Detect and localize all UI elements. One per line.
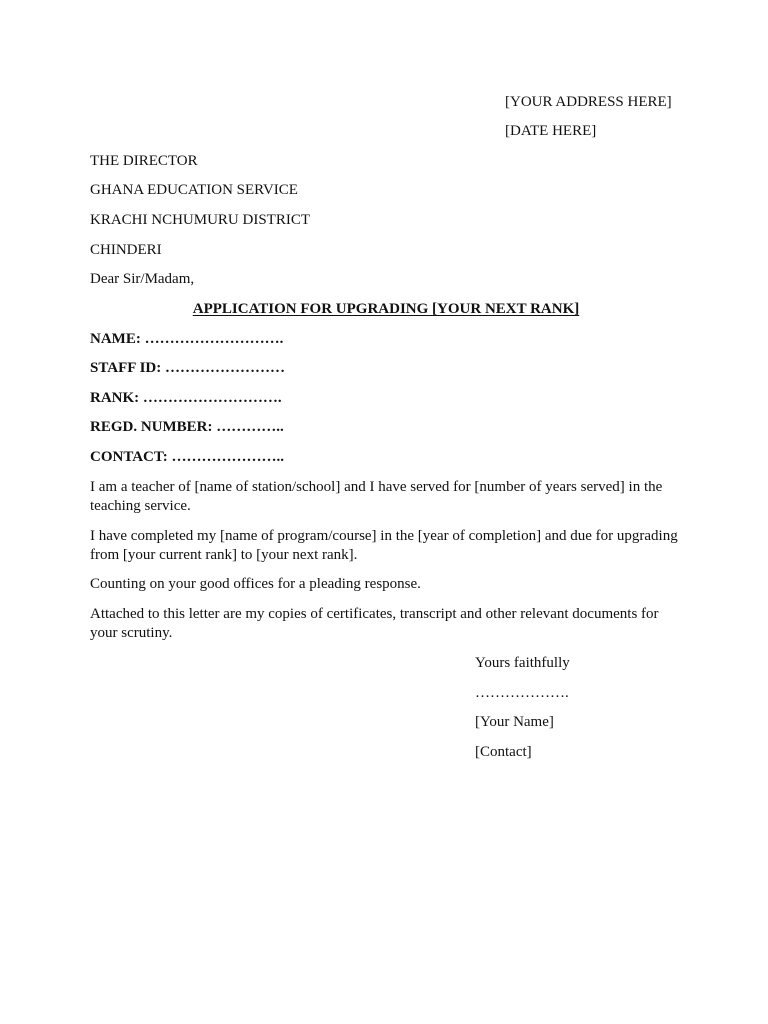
recipient-organization: GHANA EDUCATION SERVICE	[90, 182, 298, 198]
letter-date: [DATE HERE]	[505, 123, 597, 139]
salutation: Dear Sir/Madam,	[90, 271, 195, 287]
sender-contact: [Contact]	[475, 744, 532, 760]
sign-off: Yours faithfully	[475, 655, 570, 671]
field-name: NAME: ……………………….	[90, 331, 284, 347]
field-staff-id: STAFF ID: ……………………	[90, 360, 285, 376]
body-paragraph-2: I have completed my [name of program/course] in the [year of completion] and due for upgrading from [your current rank] to [your next rank].	[90, 528, 678, 563]
recipient-title: THE DIRECTOR	[90, 153, 198, 169]
body-paragraph-4: Attached to this letter are my copies of certificates, transcript and other relevant documents for your scrutiny.	[90, 606, 659, 641]
field-rank: RANK: ……………………….	[90, 390, 282, 406]
recipient-town: CHINDERI	[90, 242, 162, 258]
recipient-district: KRACHI NCHUMURU DISTRICT	[90, 212, 311, 228]
body-paragraph-1: I am a teacher of [name of station/school] and I have served for [number of years served] in the teaching service.	[90, 479, 663, 514]
body-paragraph-3: Counting on your good offices for a pleading response.	[90, 576, 421, 592]
sender-name: [Your Name]	[475, 714, 554, 730]
signature-line: ……………….	[475, 685, 569, 701]
subject-heading: APPLICATION FOR UPGRADING [YOUR NEXT RANK]	[192, 301, 580, 317]
sender-address: [YOUR ADDRESS HERE]	[505, 94, 672, 110]
field-regd-number: REGD. NUMBER: …………..	[90, 419, 284, 435]
field-contact: CONTACT: …………………..	[90, 449, 285, 465]
